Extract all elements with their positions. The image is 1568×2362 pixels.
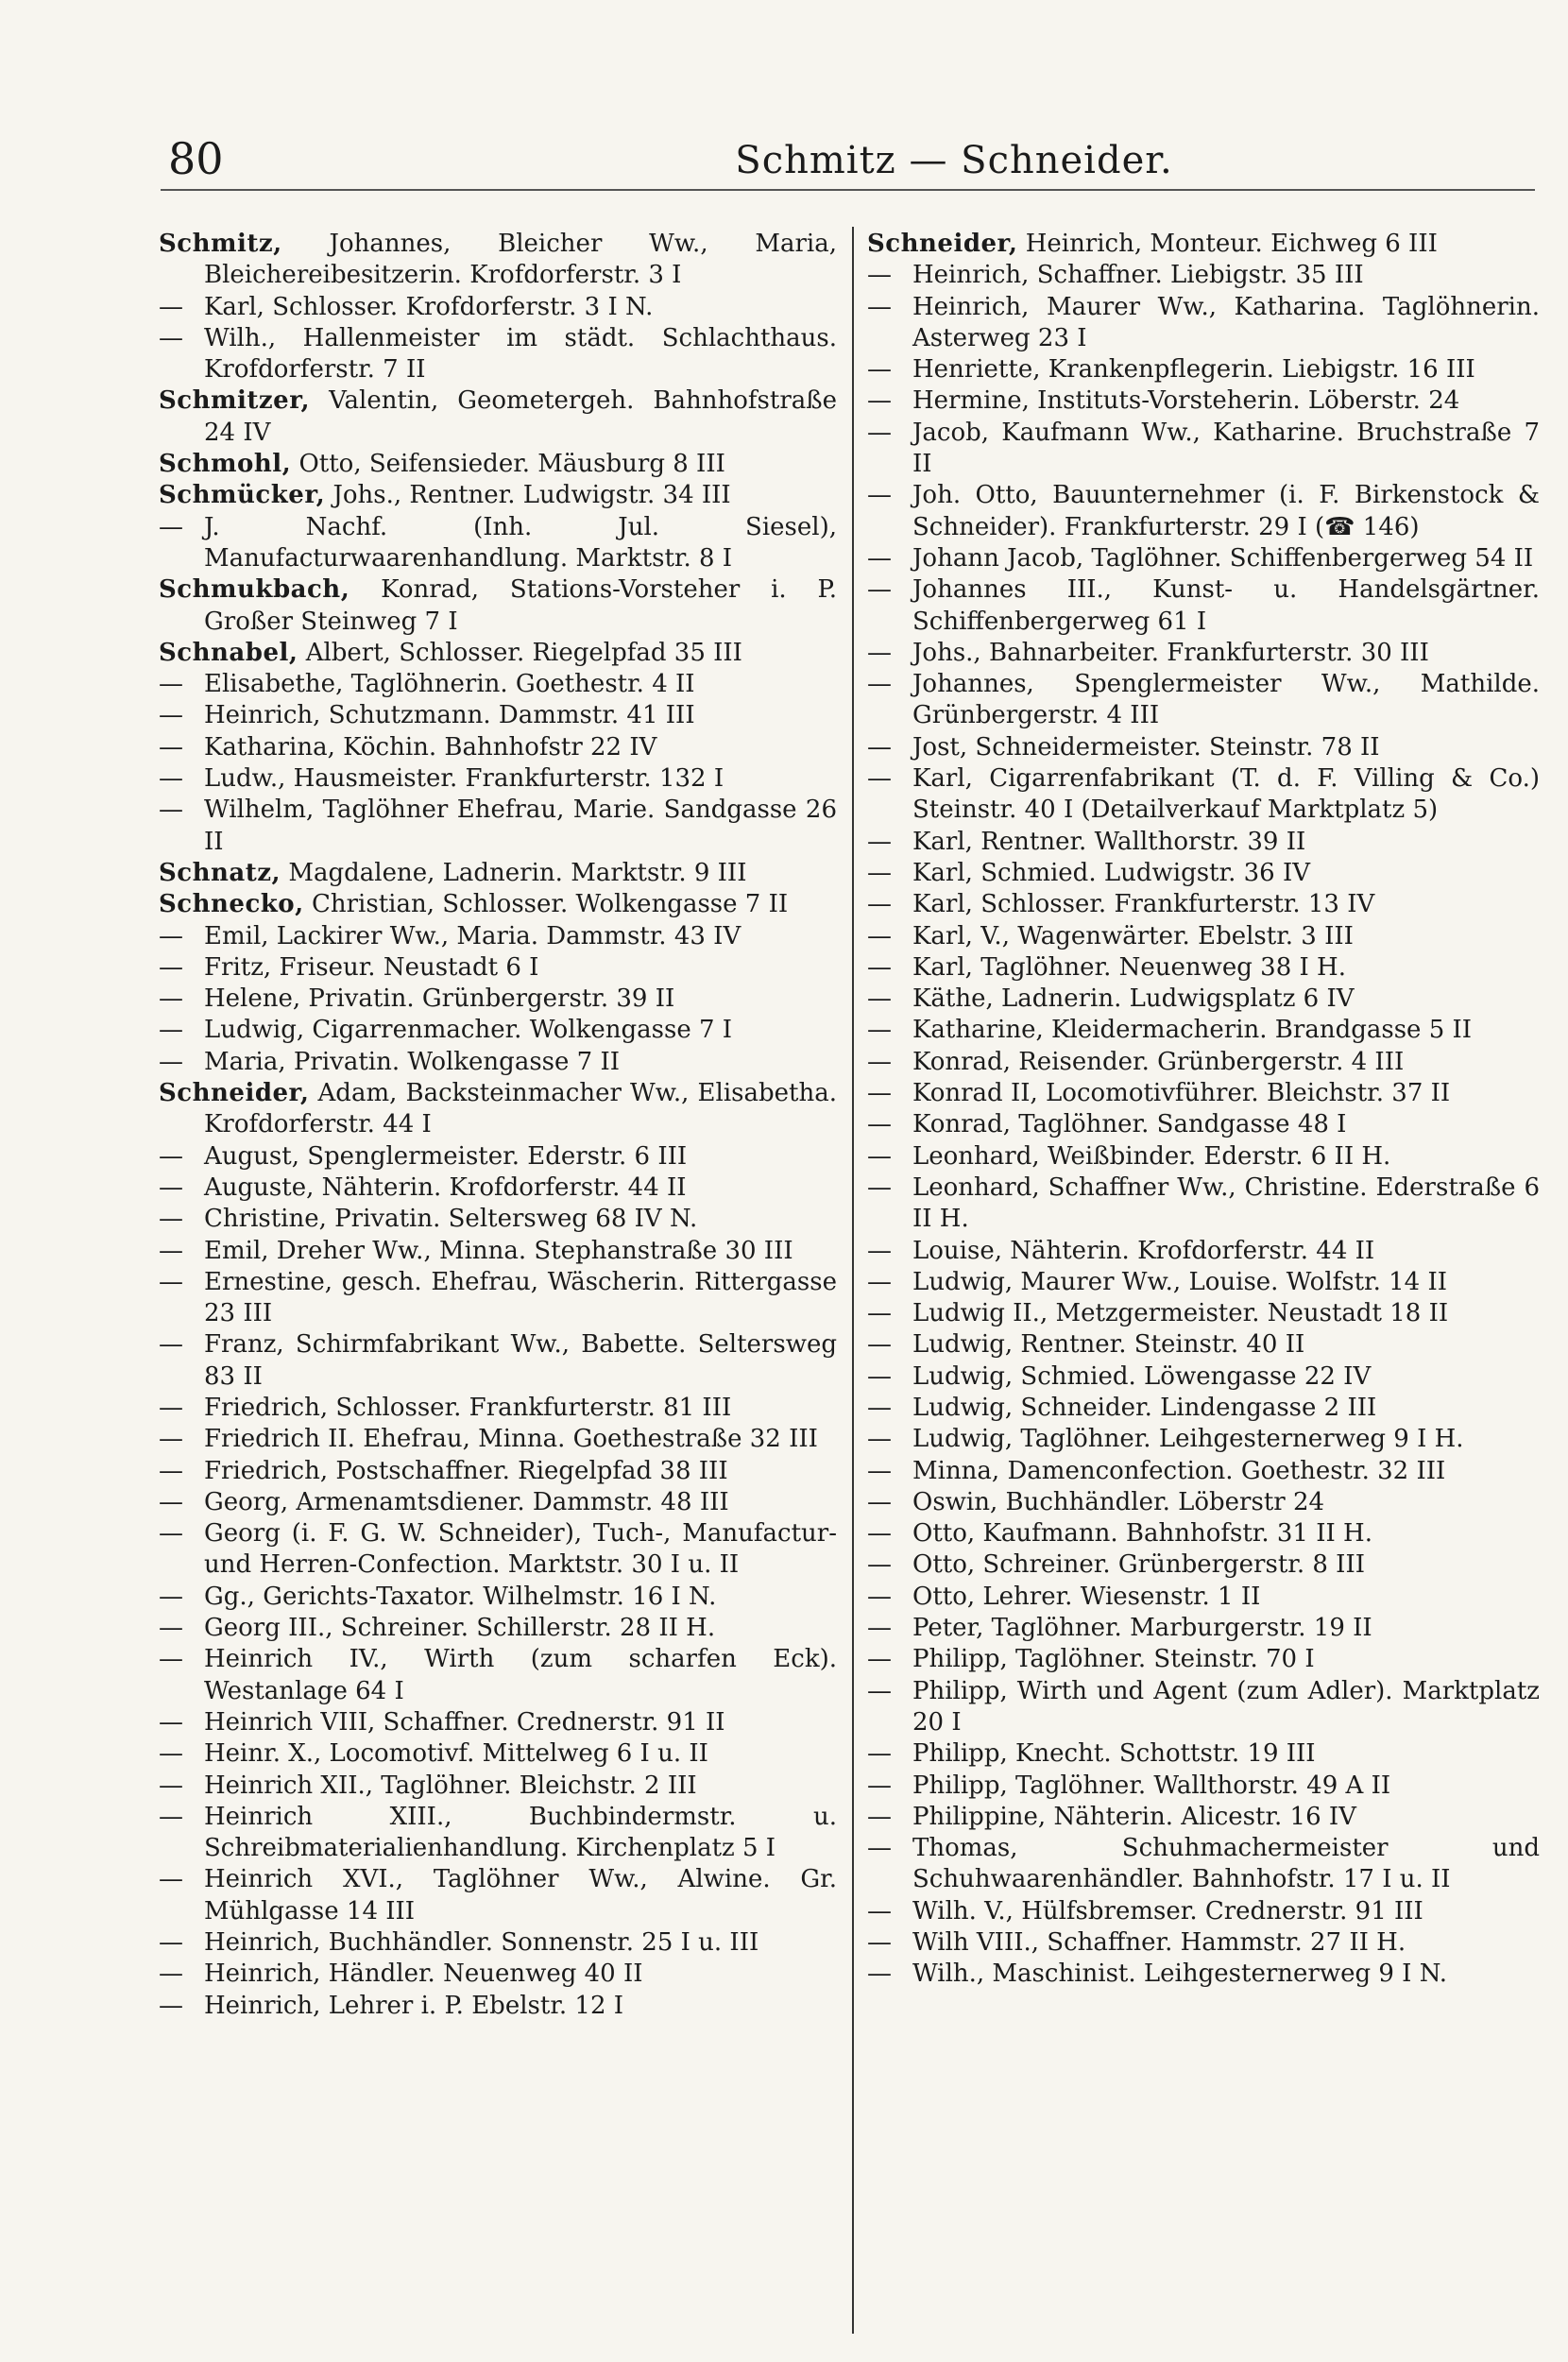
ditto-dash: —	[867, 1550, 892, 1580]
ditto-dash: —	[867, 543, 892, 573]
entry-text: Franz, Schirmfabrikant Ww., Babette. Seltersweg 83 II	[204, 1330, 837, 1391]
directory-entry	[867, 354, 1540, 385]
directory-entry	[159, 1329, 837, 1393]
ditto-dash: —	[867, 1456, 892, 1485]
entry-text: Georg III., Schreiner. Schillerstr. 28 II H.	[204, 1614, 716, 1643]
entry-text: Heinrich XII., Taglöhner. Bleichstr. 2 III	[204, 1771, 697, 1800]
entry-text: Friedrich II. Ehefrau, Minna. Goethestraße 32 III	[204, 1425, 818, 1454]
directory-entry	[159, 858, 837, 889]
ditto-dash: —	[159, 1047, 183, 1076]
ditto-dash: —	[867, 890, 892, 919]
entry-text: Heinrich, Händler. Neuenweg 40 II	[204, 1960, 643, 1989]
ditto-dash: —	[867, 1330, 892, 1360]
entry-surname: Schmitzer,	[159, 386, 311, 416]
ditto-dash: —	[159, 732, 183, 762]
directory-entry	[159, 921, 837, 952]
entry-text: Fritz, Friseur. Neustadt 6 I	[204, 952, 539, 982]
ditto-dash: —	[867, 1614, 892, 1643]
ditto-dash: —	[159, 1614, 183, 1643]
entry-text: Heinrich VIII, Schaffner. Crednerstr. 91 II	[204, 1707, 725, 1737]
directory-entry	[159, 1582, 837, 1613]
entry-surname: Schnatz,	[159, 858, 281, 887]
ditto-dash: —	[867, 1361, 892, 1391]
ditto-dash: —	[867, 638, 892, 667]
directory-entry	[867, 1329, 1540, 1361]
directory-entry	[867, 1172, 1540, 1236]
directory-entry	[867, 732, 1540, 763]
ditto-dash: —	[867, 1172, 892, 1202]
entry-text: Peter, Taglöhner. Marburgerstr. 19 II	[912, 1614, 1372, 1643]
directory-entry	[159, 1078, 837, 1141]
entry-surname: Schmukbach,	[159, 575, 350, 605]
entry-text: Minna, Damenconfection. Goethestr. 32 III	[912, 1456, 1446, 1485]
entry-text: Friedrich, Schlosser. Frankfurterstr. 81 III	[204, 1393, 732, 1422]
ditto-dash: —	[159, 1487, 183, 1516]
entry-text: Philippine, Nähterin. Alicestr. 16 IV	[912, 1802, 1356, 1831]
entry-text: Christian, Schlosser. Wolkengasse 7 II	[311, 890, 789, 919]
entry-text: Johannes III., Kunst- u. Handelsgärtner. Schiffenbergerweg 61 I	[912, 575, 1540, 636]
directory-entry	[867, 1424, 1540, 1455]
ditto-dash: —	[867, 261, 892, 290]
directory-entry	[159, 1864, 837, 1927]
entry-text: Philipp, Taglöhner. Wallthorstr. 49 A II	[912, 1771, 1391, 1800]
directory-entry	[159, 669, 837, 700]
ditto-dash: —	[867, 952, 892, 982]
ditto-dash: —	[159, 1205, 183, 1234]
ditto-dash: —	[867, 1236, 892, 1265]
directory-entry	[159, 889, 837, 920]
directory-entry	[159, 1172, 837, 1204]
entry-text: Ludwig, Cigarrenmacher. Wolkengasse 7 I	[204, 1016, 733, 1045]
ditto-dash: —	[159, 1236, 183, 1265]
entry-text: Leonhard, Schaffner Ww., Christine. Ederstraße 6 II H.	[912, 1172, 1540, 1234]
entry-text: Heinrich, Schaffner. Liebigstr. 35 III	[912, 261, 1364, 290]
directory-entry	[867, 858, 1540, 889]
page-header	[161, 130, 1521, 187]
entry-text: Gg., Gerichts-Taxator. Wilhelmstr. 16 I N.	[204, 1582, 717, 1611]
entry-text: Konrad, Stations-Vorsteher i. P. Großer Steinweg 7 I	[204, 575, 837, 636]
ditto-dash: —	[159, 323, 183, 352]
entry-text: Heinrich, Schutzmann. Dammstr. 41 III	[204, 701, 695, 730]
entry-surname: Schmücker,	[159, 481, 326, 510]
entry-text: Christine, Privatin. Seltersweg 68 IV N.	[204, 1205, 698, 1234]
directory-entry	[867, 1015, 1540, 1046]
entry-text: Albert, Schlosser. Riegelpfad 35 III	[305, 638, 742, 667]
directory-entry	[159, 1738, 837, 1770]
directory-entry	[867, 1236, 1540, 1267]
ditto-dash: —	[159, 796, 183, 825]
directory-entry	[159, 952, 837, 984]
ditto-dash: —	[867, 418, 892, 447]
entry-text: Karl, Rentner. Wallthorstr. 39 II	[912, 827, 1306, 856]
directory-entry	[867, 1078, 1540, 1109]
ditto-dash: —	[159, 1393, 183, 1422]
header-rule	[161, 189, 1535, 191]
entry-text: Otto, Kaufmann. Bahnhofstr. 31 II H.	[912, 1519, 1372, 1549]
entry-text: Heinrich IV., Wirth (zum scharfen Eck). Westanlage 64 I	[204, 1645, 837, 1705]
directory-entry	[867, 229, 1540, 260]
directory-entry	[867, 1582, 1540, 1613]
entry-text: Karl, Schlosser. Frankfurterstr. 13 IV	[912, 890, 1375, 919]
ditto-dash: —	[159, 1425, 183, 1454]
ditto-dash: —	[159, 1739, 183, 1769]
directory-entry	[867, 1959, 1540, 1990]
entry-text: Valentin, Geometergeh. Bahnhofstraße 24 IV	[204, 386, 837, 447]
running-title: Schmitz — Schneider.	[735, 139, 1173, 182]
entry-text: Ludwig II., Metzgermeister. Neustadt 18 II	[912, 1299, 1449, 1328]
ditto-dash: —	[867, 1802, 892, 1831]
ditto-dash: —	[159, 921, 183, 950]
ditto-dash: —	[867, 1645, 892, 1674]
directory-entry	[159, 1487, 837, 1518]
entry-surname: Schnecko,	[159, 890, 304, 919]
directory-entry	[159, 763, 837, 795]
directory-entry	[867, 1738, 1540, 1770]
entry-text: Wilh., Maschinist. Leihgesternerweg 9 I N.	[912, 1960, 1448, 1989]
right-column	[867, 229, 1540, 2340]
ditto-dash: —	[867, 1834, 892, 1863]
directory-entry	[159, 512, 837, 575]
entry-text: Philipp, Knecht. Schottstr. 19 III	[912, 1739, 1316, 1769]
entry-text: Johannes, Spenglermeister Ww., Mathilde. Grünbergerstr. 4 III	[912, 670, 1540, 730]
entry-text: Leonhard, Weißbinder. Ederstr. 6 II H.	[912, 1141, 1391, 1171]
entry-text: Ernestine, gesch. Ehefrau, Wäscherin. Rittergasse 23 III	[204, 1267, 837, 1328]
directory-entry	[159, 1613, 837, 1644]
ditto-dash: —	[159, 1172, 183, 1202]
ditto-dash: —	[159, 1802, 183, 1831]
directory-entry	[159, 638, 837, 669]
directory-entry	[867, 921, 1540, 952]
directory-entry	[867, 1644, 1540, 1675]
entry-text: August, Spenglermeister. Ederstr. 6 III	[204, 1141, 688, 1171]
directory-entry	[159, 574, 837, 638]
entry-text: Georg, Armenamtsdiener. Dammstr. 48 III	[204, 1487, 729, 1516]
entry-text: Friedrich, Postschaffner. Riegelpfad 38 III	[204, 1456, 728, 1485]
directory-entry	[867, 1833, 1540, 1896]
directory-entry	[159, 385, 837, 449]
ditto-dash: —	[867, 1519, 892, 1549]
ditto-dash: —	[867, 386, 892, 416]
ditto-dash: —	[867, 1079, 892, 1108]
ditto-dash: —	[159, 1141, 183, 1171]
directory-entry	[159, 1802, 837, 1865]
directory-entry	[867, 827, 1540, 858]
entry-text: Magdalene, Ladnerin. Marktstr. 9 III	[288, 858, 747, 887]
ditto-dash: —	[159, 670, 183, 699]
entry-text: Philipp, Wirth und Agent (zum Adler). Marktplatz 20 I	[912, 1676, 1540, 1737]
entry-text: Ludwig, Rentner. Steinstr. 40 II	[912, 1330, 1305, 1360]
directory-entry	[867, 952, 1540, 984]
ditto-dash: —	[867, 827, 892, 856]
directory-entry	[159, 1707, 837, 1738]
directory-entry	[159, 1424, 837, 1455]
ditto-dash: —	[867, 764, 892, 794]
directory-entry	[159, 732, 837, 763]
directory-entry	[867, 1896, 1540, 1927]
entry-text: Adam, Backsteinmacher Ww., Elisabetha. Krofdorferstr. 44 I	[204, 1079, 837, 1139]
ditto-dash: —	[867, 1425, 892, 1454]
directory-entry	[867, 1518, 1540, 1549]
ditto-dash: —	[159, 512, 183, 541]
entry-text: Joh. Otto, Bauunternehmer (i. F. Birkenstock & Schneider). Frankfurterstr. 29 I (☎ 146)	[912, 481, 1540, 541]
ditto-dash: —	[867, 1047, 892, 1076]
ditto-dash: —	[159, 1707, 183, 1737]
directory-entry	[867, 480, 1540, 543]
ditto-dash: —	[867, 1141, 892, 1171]
ditto-dash: —	[867, 1928, 892, 1958]
directory-entry	[867, 260, 1540, 291]
column-divider	[852, 227, 854, 2334]
directory-entry	[867, 1298, 1540, 1329]
entry-surname: Schnabel,	[159, 638, 298, 667]
entry-text: Karl, Schmied. Ludwigstr. 36 IV	[912, 858, 1311, 887]
directory-entry	[867, 638, 1540, 669]
entry-text: Emil, Dreher Ww., Minna. Stephanstraße 30 III	[204, 1236, 793, 1265]
directory-entry	[159, 1141, 837, 1172]
entry-text: Elisabethe, Taglöhnerin. Goethestr. 4 II	[204, 670, 695, 699]
directory-entry	[159, 1236, 837, 1267]
directory-entry	[867, 1802, 1540, 1833]
entry-text: Otto, Schreiner. Grünbergerstr. 8 III	[912, 1550, 1365, 1580]
ditto-dash: —	[867, 1896, 892, 1926]
directory-entry	[867, 1141, 1540, 1172]
ditto-dash: —	[867, 921, 892, 950]
entry-text: Karl, V., Wagenwärter. Ebelstr. 3 III	[912, 921, 1354, 950]
ditto-dash: —	[867, 1267, 892, 1296]
entry-text: Heinr. X., Locomotivf. Mittelweg 6 I u. II	[204, 1739, 708, 1769]
entry-surname: Schneider,	[159, 1079, 310, 1108]
ditto-dash: —	[867, 575, 892, 605]
directory-entry	[867, 1267, 1540, 1298]
entry-text: Emil, Lackirer Ww., Maria. Dammstr. 43 IV	[204, 921, 741, 950]
entry-text: Ludwig, Schmied. Löwengasse 22 IV	[912, 1361, 1372, 1391]
directory-entry	[159, 984, 837, 1015]
ditto-dash: —	[159, 1771, 183, 1800]
entry-text: J. Nachf. (Inh. Jul. Siesel), Manufacturwaarenhandlung. Marktstr. 8 I	[204, 512, 837, 573]
entry-text: Wilh. V., Hülfsbremser. Crednerstr. 91 III	[912, 1896, 1423, 1926]
entry-text: Helene, Privatin. Grünbergerstr. 39 II	[204, 984, 675, 1014]
directory-entry	[159, 480, 837, 511]
directory-entry	[159, 1204, 837, 1235]
entry-text: Auguste, Nähterin. Krofdorferstr. 44 II	[204, 1172, 687, 1202]
entry-text: Jacob, Kaufmann Ww., Katharine. Bruchstraße 7 II	[912, 418, 1540, 479]
ditto-dash: —	[867, 858, 892, 887]
entry-text: Heinrich, Lehrer i. P. Ebelstr. 12 I	[204, 1991, 624, 2020]
entry-text: Johannes, Bleicher Ww., Maria, Bleichereibesitzerin. Krofdorferstr. 3 I	[204, 230, 837, 290]
directory-entry	[159, 1047, 837, 1078]
ditto-dash: —	[867, 984, 892, 1014]
ditto-dash: —	[159, 1456, 183, 1485]
entry-text: Johs., Bahnarbeiter. Frankfurterstr. 30 III	[912, 638, 1429, 667]
ditto-dash: —	[159, 1519, 183, 1549]
ditto-dash: —	[867, 355, 892, 385]
entry-surname: Schmohl,	[159, 450, 292, 479]
entry-text: Thomas, Schuhmachermeister und Schuhwaarenhändler. Bahnhofstr. 17 I u. II	[912, 1834, 1540, 1894]
directory-entry	[867, 543, 1540, 574]
directory-entry	[867, 889, 1540, 920]
entry-text: Otto, Seifensieder. Mäusburg 8 III	[298, 450, 725, 479]
directory-entry	[867, 292, 1540, 355]
directory-entry	[159, 229, 837, 292]
entry-text: Karl, Schlosser. Krofdorferstr. 3 I N.	[204, 292, 654, 321]
directory-entry	[867, 1676, 1540, 1739]
ditto-dash: —	[867, 1299, 892, 1328]
ditto-dash: —	[159, 1330, 183, 1360]
ditto-dash: —	[159, 701, 183, 730]
directory-entry	[159, 795, 837, 858]
directory-entry	[867, 1109, 1540, 1140]
directory-entry	[159, 449, 837, 480]
ditto-dash: —	[867, 481, 892, 510]
entry-text: Philipp, Taglöhner. Steinstr. 70 I	[912, 1645, 1315, 1674]
directory-entry	[867, 984, 1540, 1015]
entry-text: Ludw., Hausmeister. Frankfurterstr. 132 I	[204, 764, 724, 794]
entry-text: Johs., Rentner. Ludwigstr. 34 III	[332, 481, 731, 510]
directory-entry	[867, 385, 1540, 417]
directory-entry	[867, 763, 1540, 827]
directory-entry	[159, 1959, 837, 1990]
ditto-dash: —	[159, 764, 183, 794]
ditto-dash: —	[867, 1739, 892, 1769]
entry-text: Karl, Cigarrenfabrikant (T. d. F. Villing & Co.) Steinstr. 40 I (Detailverkauf Marktplatz 5)	[912, 764, 1540, 825]
directory-entry	[867, 1549, 1540, 1581]
ditto-dash: —	[159, 1645, 183, 1674]
directory-entry	[867, 1047, 1540, 1078]
ditto-dash: —	[159, 1865, 183, 1894]
directory-entry	[159, 1456, 837, 1487]
left-column	[159, 229, 837, 2340]
entry-text: Heinrich XVI., Taglöhner Ww., Alwine. Gr. Mühlgasse 14 III	[204, 1865, 837, 1926]
entry-text: Maria, Privatin. Wolkengasse 7 II	[204, 1047, 621, 1076]
directory-entry	[867, 418, 1540, 481]
ditto-dash: —	[159, 1267, 183, 1296]
directory-entry	[867, 1771, 1540, 1802]
directory-entry	[159, 1991, 837, 2022]
ditto-dash: —	[867, 670, 892, 699]
directory-entry	[159, 1518, 837, 1582]
entry-text: Heinrich XIII., Buchbindermstr. u. Schreibmaterialienhandlung. Kirchenplatz 5 I	[204, 1802, 837, 1863]
entry-text: Ludwig, Schneider. Lindengasse 2 III	[912, 1393, 1377, 1422]
directory-entry	[159, 1644, 837, 1707]
entry-text: Johann Jacob, Taglöhner. Schiffenbergerweg 54 II	[912, 543, 1534, 573]
directory-entry	[867, 1456, 1540, 1487]
entry-text: Ludwig, Maurer Ww., Louise. Wolfstr. 14 II	[912, 1267, 1448, 1296]
ditto-dash: —	[867, 1487, 892, 1516]
ditto-dash: —	[159, 1960, 183, 1989]
directory-entry	[159, 700, 837, 731]
ditto-dash: —	[867, 1016, 892, 1045]
entry-text: Georg (i. F. G. W. Schneider), Tuch-, Manufactur- und Herren-Confection. Marktstr. 30 I u. II	[204, 1519, 837, 1580]
entry-text: Louise, Nähterin. Krofdorferstr. 44 II	[912, 1236, 1375, 1265]
ditto-dash: —	[867, 1771, 892, 1800]
directory-entry	[867, 1361, 1540, 1393]
entry-surname: Schmitz,	[159, 230, 282, 258]
entry-text: Ludwig, Taglöhner. Leihgesternerweg 9 I H.	[912, 1425, 1464, 1454]
entry-text: Oswin, Buchhändler. Löberstr 24	[912, 1487, 1325, 1516]
directory-entry	[867, 1393, 1540, 1424]
page-number: 80	[168, 133, 224, 184]
ditto-dash: —	[159, 984, 183, 1014]
directory-entry	[159, 1771, 837, 1802]
entry-text: Konrad, Taglöhner. Sandgasse 48 I	[912, 1110, 1347, 1139]
ditto-dash: —	[867, 1960, 892, 1989]
entry-text: Otto, Lehrer. Wiesenstr. 1 II	[912, 1582, 1261, 1611]
entry-text: Karl, Taglöhner. Neuenweg 38 I H.	[912, 952, 1346, 982]
directory-entry	[159, 323, 837, 386]
entry-text: Käthe, Ladnerin. Ludwigsplatz 6 IV	[912, 984, 1355, 1014]
ditto-dash: —	[159, 1991, 183, 2020]
directory-entry	[867, 574, 1540, 638]
directory-entry	[159, 1927, 837, 1959]
ditto-dash: —	[867, 1393, 892, 1422]
entry-surname: Schneider,	[867, 230, 1018, 258]
entry-text: Konrad, Reisender. Grünbergerstr. 4 III	[912, 1047, 1405, 1076]
entry-text: Katharina, Köchin. Bahnhofstr 22 IV	[204, 732, 657, 762]
directory-entry	[159, 292, 837, 323]
entry-text: Heinrich, Maurer Ww., Katharina. Taglöhnerin. Asterweg 23 I	[912, 292, 1540, 352]
entry-text: Heinrich, Monteur. Eichweg 6 III	[1025, 230, 1438, 258]
ditto-dash: —	[159, 1016, 183, 1045]
entry-text: Konrad II, Locomotivführer. Bleichstr. 37 II	[912, 1079, 1451, 1108]
entry-text: Wilhelm, Taglöhner Ehefrau, Marie. Sandgasse 26 II	[204, 796, 837, 856]
ditto-dash: —	[867, 292, 892, 321]
ditto-dash: —	[867, 732, 892, 762]
entry-text: Heinrich, Buchhändler. Sonnenstr. 25 I u. III	[204, 1928, 759, 1958]
entry-text: Katharine, Kleidermacherin. Brandgasse 5 II	[912, 1016, 1473, 1045]
directory-entry	[867, 1613, 1540, 1644]
entry-text: Wilh VIII., Schaffner. Hammstr. 27 II H.	[912, 1928, 1406, 1958]
entry-text: Wilh., Hallenmeister im städt. Schlachthaus. Krofdorferstr. 7 II	[204, 323, 837, 385]
directory-entry	[159, 1015, 837, 1046]
entry-text: Jost, Schneidermeister. Steinstr. 78 II	[912, 732, 1380, 762]
ditto-dash: —	[159, 292, 183, 321]
ditto-dash: —	[867, 1582, 892, 1611]
ditto-dash: —	[159, 952, 183, 982]
entry-text: Hermine, Instituts-Vorsteherin. Löberstr. 24	[912, 386, 1460, 416]
directory-entry	[867, 1927, 1540, 1959]
directory-entry	[159, 1267, 837, 1330]
ditto-dash: —	[867, 1110, 892, 1139]
ditto-dash: —	[867, 1676, 892, 1705]
directory-entry	[159, 1393, 837, 1424]
ditto-dash: —	[159, 1582, 183, 1611]
entry-text: Henriette, Krankenpflegerin. Liebigstr. 16 III	[912, 355, 1475, 385]
directory-entry	[867, 1487, 1540, 1518]
directory-entry	[867, 669, 1540, 732]
ditto-dash: —	[159, 1928, 183, 1958]
